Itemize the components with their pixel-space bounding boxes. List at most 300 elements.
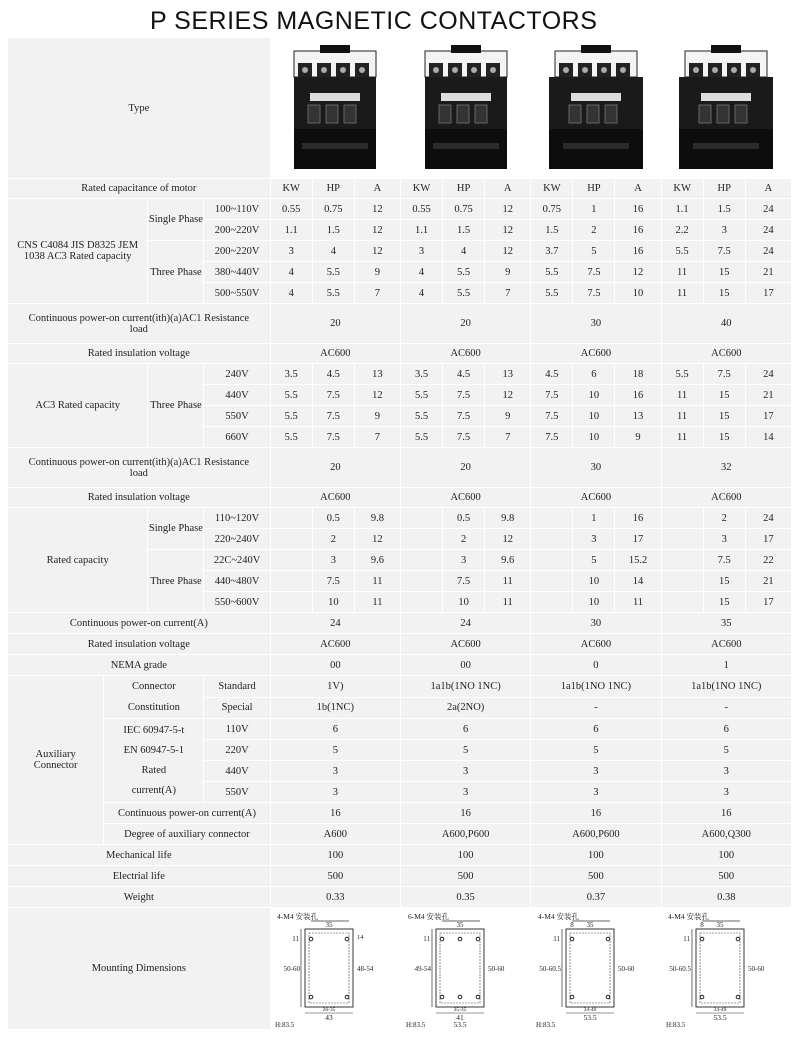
insulation-label: Rated insulation voltage <box>8 488 271 508</box>
value-cell: 7.5 <box>313 427 355 448</box>
terminal-screw <box>731 67 737 73</box>
unit-header: HP <box>704 179 746 199</box>
value-cell: AC600 <box>531 634 661 655</box>
table-row <box>8 448 792 488</box>
value-cell: A600 <box>271 824 401 845</box>
mounting-label: Mounting Dimensions <box>8 908 271 1030</box>
bottom-dim: 26-35 <box>322 1006 336 1013</box>
table-row <box>8 676 792 698</box>
unit-header: HP <box>573 179 615 199</box>
bottom-dim: 35-35 <box>453 1006 467 1013</box>
voltage-label: 550V <box>204 406 270 427</box>
value-cell: 5.5 <box>401 385 443 406</box>
value-cell: 11 <box>485 571 531 592</box>
value-cell: 20 <box>401 448 531 488</box>
table-row <box>8 304 792 344</box>
value-cell: 11 <box>355 571 401 592</box>
value-cell: 1.5 <box>313 220 355 241</box>
mounting-diagram-1 <box>271 908 401 1030</box>
value-cell: 9.8 <box>355 508 401 529</box>
height-total: H:83.5 <box>405 1020 425 1029</box>
phase-label: Three Phase <box>148 241 204 304</box>
empty-cell <box>531 571 573 592</box>
value-cell: 9 <box>355 262 401 283</box>
value-cell: 24 <box>746 364 792 385</box>
value-cell: 100 <box>401 845 531 866</box>
value-cell: 12 <box>355 529 401 550</box>
value-cell: AC600 <box>401 488 531 508</box>
value-cell: 15 <box>704 427 746 448</box>
bottom-width: 43 <box>325 1012 334 1022</box>
value-cell: 10 <box>443 592 485 613</box>
empty-cell <box>662 508 704 529</box>
value-cell: 3 <box>531 761 661 782</box>
electrical-life-label: Electrial life <box>8 866 271 887</box>
height-dim: 50-60 <box>283 964 301 973</box>
value-cell: 13 <box>485 364 531 385</box>
terminal-screw <box>582 67 588 73</box>
terminal-screw <box>471 67 477 73</box>
bottom-width: 41 <box>455 1012 464 1022</box>
value-cell: A600,Q300 <box>662 824 792 845</box>
height-total: H:83.5 <box>535 1020 556 1029</box>
empty-cell <box>531 550 573 571</box>
value-cell: 5 <box>531 740 661 761</box>
base-rail <box>563 143 629 149</box>
terminal-screw <box>359 67 365 73</box>
value-cell: 9.6 <box>355 550 401 571</box>
contactor-cap <box>711 45 741 53</box>
value-cell: 11 <box>662 406 704 427</box>
empty-cell <box>271 571 313 592</box>
mount-hole <box>736 995 740 999</box>
lower-terminal <box>457 105 469 123</box>
value-cell: 12 <box>355 199 401 220</box>
value-cell: 15.2 <box>615 550 661 571</box>
value-cell: 14 <box>615 571 661 592</box>
mount-hole <box>346 995 350 999</box>
value-cell: 5.5 <box>401 427 443 448</box>
value-cell: 5.5 <box>443 283 485 304</box>
terminal-screw <box>340 67 346 73</box>
value-cell: 6 <box>401 719 531 740</box>
value-cell: 3.5 <box>401 364 443 385</box>
value-cell: 21 <box>746 571 792 592</box>
value-cell: 7.5 <box>704 550 746 571</box>
value-cell: 5 <box>573 241 615 262</box>
table-row <box>8 655 792 676</box>
value-cell: AC600 <box>271 634 401 655</box>
mount-hole <box>736 937 740 941</box>
table-row <box>8 508 792 529</box>
value-cell: 5.5 <box>271 385 313 406</box>
value-cell: 11 <box>615 592 661 613</box>
hole-spec: 4-M4 安装孔 <box>277 911 319 921</box>
value-cell: 12 <box>485 241 531 262</box>
empty-cell <box>401 592 443 613</box>
voltage-label: 380~440V <box>204 262 270 283</box>
value-cell: 1.5 <box>443 220 485 241</box>
value-cell: 17 <box>615 529 661 550</box>
height-dim: 50-60.5 <box>669 964 692 973</box>
mount-hole <box>458 937 462 941</box>
height2-dim: 50-60 <box>487 964 504 973</box>
value-cell: 24 <box>401 613 531 634</box>
value-cell: 6 <box>662 719 792 740</box>
value-cell: 9.6 <box>485 550 531 571</box>
empty-cell <box>662 592 704 613</box>
width-dim: 35 <box>716 920 724 929</box>
value-cell: 7.5 <box>531 406 573 427</box>
value-cell: 4 <box>271 262 313 283</box>
iec-label: IEC 60947-5-t EN 60947-5-1 Rated current(A) <box>104 719 204 803</box>
product-image-4 <box>662 38 792 179</box>
terminal-screw <box>693 67 699 73</box>
phase-label: Three Phase <box>148 550 204 613</box>
table-row <box>8 364 792 385</box>
mount-hole <box>606 937 610 941</box>
unit-header: A <box>355 179 401 199</box>
value-cell: 7.5 <box>443 571 485 592</box>
voltage-label: 200~220V <box>204 220 270 241</box>
value-cell: 15 <box>704 385 746 406</box>
contactor-cap <box>581 45 611 53</box>
voltage-label: 440V <box>204 761 270 782</box>
value-cell: 22 <box>746 550 792 571</box>
value-cell: - <box>531 698 661 720</box>
value-cell: 10 <box>573 427 615 448</box>
left-dim: 11 <box>422 934 430 943</box>
voltage-label: 240V <box>204 364 270 385</box>
value-cell: 11 <box>662 262 704 283</box>
value-cell: 500 <box>662 866 792 887</box>
bottom-dim: 34-40 <box>713 1006 727 1013</box>
value-cell: 0.55 <box>271 199 313 220</box>
mounting-diagram-4 <box>662 908 792 1030</box>
value-cell: 11 <box>662 385 704 406</box>
value-cell: A600,P600 <box>531 824 661 845</box>
value-cell: 16 <box>615 241 661 262</box>
value-cell: 12 <box>485 199 531 220</box>
contactor-label <box>441 93 491 101</box>
value-cell: 2 <box>443 529 485 550</box>
value-cell: 1 <box>573 508 615 529</box>
value-cell: 10 <box>573 406 615 427</box>
value-cell: 13 <box>355 364 401 385</box>
value-cell: AC600 <box>271 344 401 364</box>
value-cell: 15 <box>704 262 746 283</box>
mount-hole <box>606 995 610 999</box>
value-cell: 7.5 <box>573 283 615 304</box>
section-header: Rated capacitance of motor <box>8 179 271 199</box>
mount-hole <box>310 937 314 941</box>
value-cell: 7.5 <box>573 262 615 283</box>
value-cell: AC600 <box>401 634 531 655</box>
value-cell: 21 <box>746 262 792 283</box>
value-cell: 4 <box>443 241 485 262</box>
voltage-label: 110V <box>204 719 270 740</box>
value-cell: 1.5 <box>531 220 573 241</box>
value-cell: 1b(1NC) <box>271 698 401 720</box>
value-cell: 4 <box>401 262 443 283</box>
terminal-screw <box>302 67 308 73</box>
ith-label: Continuous power-on current(ith)(a)AC1 Resistance load <box>8 304 271 344</box>
value-cell: 9 <box>485 406 531 427</box>
value-cell: 18 <box>615 364 661 385</box>
voltage-label: 200~220V <box>204 241 270 262</box>
contactor-image <box>671 43 781 173</box>
unit-header: A <box>746 179 792 199</box>
value-cell: 35 <box>662 613 792 634</box>
mount-hole <box>440 937 444 941</box>
value-cell: 24 <box>746 199 792 220</box>
phase-label: Single Phase <box>148 508 204 550</box>
units-header-row <box>8 179 792 199</box>
value-cell: 1a1b(1NO 1NC) <box>531 676 661 698</box>
value-cell: 4.5 <box>313 364 355 385</box>
lower-terminal <box>735 105 747 123</box>
value-cell: 3 <box>271 761 401 782</box>
value-cell: 3 <box>271 241 313 262</box>
contactor-cap <box>320 45 350 53</box>
empty-cell <box>271 592 313 613</box>
value-cell: 2 <box>704 508 746 529</box>
value-cell: 4 <box>271 283 313 304</box>
left-dim: 11 <box>553 934 560 943</box>
value-cell: 5.5 <box>531 262 573 283</box>
value-cell: 500 <box>531 866 661 887</box>
value-cell: AC600 <box>662 634 792 655</box>
value-cell: 7 <box>355 427 401 448</box>
value-cell: 6 <box>271 719 401 740</box>
unit-header: KW <box>401 179 443 199</box>
value-cell: 12 <box>355 385 401 406</box>
value-cell: 3 <box>573 529 615 550</box>
group-label: AC3 Rated capacity <box>8 364 148 448</box>
value-cell: 0.75 <box>313 199 355 220</box>
width-dim: 35 <box>456 920 464 929</box>
value-cell: 12 <box>485 385 531 406</box>
mount-hole <box>570 937 574 941</box>
value-cell: 9 <box>355 406 401 427</box>
terminal-screw <box>433 67 439 73</box>
value-cell: 7.5 <box>313 406 355 427</box>
value-cell: 11 <box>485 592 531 613</box>
value-cell: 7.5 <box>313 571 355 592</box>
value-cell: 3 <box>401 761 531 782</box>
lower-terminal <box>587 105 599 123</box>
table-row <box>8 887 792 908</box>
empty-cell <box>401 550 443 571</box>
value-cell: 11 <box>355 592 401 613</box>
empty-cell <box>531 508 573 529</box>
value-cell: 15 <box>704 406 746 427</box>
contactor-cap <box>451 45 481 53</box>
value-cell: 5.5 <box>662 364 704 385</box>
mount-hole <box>310 995 314 999</box>
value-cell: 40 <box>662 304 792 344</box>
bottom-width: 53.5 <box>713 1012 727 1022</box>
table-row <box>8 613 792 634</box>
value-cell: 4 <box>313 241 355 262</box>
value-cell: A600,P600 <box>401 824 531 845</box>
unit-header: KW <box>662 179 704 199</box>
unit-header: A <box>485 179 531 199</box>
value-cell: 5.5 <box>531 283 573 304</box>
mount-hole <box>476 995 480 999</box>
value-cell: 6 <box>573 364 615 385</box>
value-cell: 7.5 <box>704 241 746 262</box>
hole-spec: 6-M4 安装孔 <box>407 911 449 921</box>
mechanical-life-label: Mechanical life <box>8 845 271 866</box>
value-cell: 3.5 <box>271 364 313 385</box>
inner-outline <box>570 933 610 1003</box>
value-cell: 00 <box>401 655 531 676</box>
value-cell: 16 <box>615 385 661 406</box>
value-cell: 16 <box>615 508 661 529</box>
type-label: Type <box>8 38 271 179</box>
value-cell: 100 <box>531 845 661 866</box>
value-cell: 0 <box>531 655 661 676</box>
value-cell: 16 <box>531 803 661 824</box>
value-cell: - <box>662 698 792 720</box>
lower-terminal <box>569 105 581 123</box>
value-cell: 3 <box>531 782 661 803</box>
value-cell: 12 <box>485 529 531 550</box>
value-cell: 30 <box>531 448 661 488</box>
value-cell: 20 <box>271 304 401 344</box>
value-cell: 3 <box>662 761 792 782</box>
bottom-width: 53.5 <box>583 1012 597 1022</box>
lower-terminal <box>439 105 451 123</box>
height2-dim: 50-60 <box>748 964 765 973</box>
value-cell: 16 <box>615 220 661 241</box>
value-cell: 1a1b(1NO 1NC) <box>662 676 792 698</box>
value-cell: 00 <box>271 655 401 676</box>
value-cell: 7.5 <box>443 385 485 406</box>
unit-header: KW <box>271 179 313 199</box>
lower-terminal <box>717 105 729 123</box>
nema-label: NEMA grade <box>8 655 271 676</box>
weight-label: Weight <box>8 887 271 908</box>
empty-cell <box>271 508 313 529</box>
height2-dim: 48-54 <box>357 964 374 973</box>
empty-cell <box>531 529 573 550</box>
value-cell: 24 <box>746 220 792 241</box>
value-cell: 2 <box>573 220 615 241</box>
value-cell: 1 <box>662 655 792 676</box>
unit-header: KW <box>531 179 573 199</box>
voltage-label: 550~600V <box>204 592 270 613</box>
offset-dim: 8 <box>570 920 574 929</box>
dimension-drawing <box>532 909 660 1029</box>
height-total: H:83.5 <box>275 1020 295 1029</box>
terminal-screw <box>601 67 607 73</box>
value-cell: 3 <box>704 220 746 241</box>
unit-header: HP <box>313 179 355 199</box>
voltage-label: 550V <box>204 782 270 803</box>
value-cell: 5 <box>573 550 615 571</box>
offset-dim: 8 <box>700 920 705 929</box>
value-cell: 2a(2NO) <box>401 698 531 720</box>
value-cell: 3 <box>662 782 792 803</box>
value-cell: 10 <box>573 592 615 613</box>
left-dim: 11 <box>292 934 300 943</box>
value-cell: 0.5 <box>313 508 355 529</box>
special-label: Special <box>204 698 270 720</box>
value-cell: AC600 <box>531 344 661 364</box>
contactor-label <box>310 93 360 101</box>
group-label: Rated capacity <box>8 508 148 613</box>
value-cell: 12 <box>615 262 661 283</box>
lower-terminal <box>475 105 487 123</box>
dimension-drawing <box>271 909 399 1029</box>
empty-cell <box>662 529 704 550</box>
value-cell: 13 <box>615 406 661 427</box>
phase-label: Single Phase <box>148 199 204 241</box>
value-cell: 7.5 <box>313 385 355 406</box>
contactor-image <box>541 43 651 173</box>
value-cell: 0.75 <box>531 199 573 220</box>
empty-cell <box>271 529 313 550</box>
value-cell: 3 <box>271 782 401 803</box>
value-cell: 1.5 <box>704 199 746 220</box>
mount-hole <box>346 937 350 941</box>
value-cell: 3.7 <box>531 241 573 262</box>
value-cell: 5.5 <box>271 406 313 427</box>
value-cell: 4.5 <box>443 364 485 385</box>
value-cell: 7.5 <box>531 385 573 406</box>
value-cell: AC600 <box>662 488 792 508</box>
value-cell: 16 <box>662 803 792 824</box>
standard-label: Standard <box>204 676 270 698</box>
voltage-label: 110~120V <box>204 508 270 529</box>
value-cell: 11 <box>662 283 704 304</box>
value-cell: 3 <box>704 529 746 550</box>
value-cell: 5 <box>271 740 401 761</box>
lower-terminal <box>308 105 320 123</box>
value-cell: 1V) <box>271 676 401 698</box>
table-row <box>8 719 792 740</box>
empty-cell <box>662 550 704 571</box>
inner-outline <box>309 933 349 1003</box>
value-cell: 1.1 <box>401 220 443 241</box>
current-label: Continuous power-on current(A) <box>8 613 271 634</box>
value-cell: 7 <box>485 283 531 304</box>
voltage-label: 100~110V <box>204 199 270 220</box>
value-cell: 0.33 <box>271 887 401 908</box>
type-row <box>8 38 792 179</box>
empty-cell <box>271 550 313 571</box>
value-cell: 5.5 <box>662 241 704 262</box>
value-cell: 1.1 <box>662 199 704 220</box>
value-cell: 24 <box>271 613 401 634</box>
table-row <box>8 488 792 508</box>
value-cell: 12 <box>485 220 531 241</box>
value-cell: 3 <box>401 782 531 803</box>
bottom-dim: 34-40 <box>583 1006 597 1013</box>
value-cell: 15 <box>704 283 746 304</box>
empty-cell <box>401 571 443 592</box>
right-dim: 14 <box>357 933 364 941</box>
value-cell: 2.2 <box>662 220 704 241</box>
mount-hole <box>458 995 462 999</box>
value-cell: 7.5 <box>443 406 485 427</box>
product-image-3 <box>531 38 661 179</box>
value-cell: 0.55 <box>401 199 443 220</box>
value-cell: 24 <box>746 241 792 262</box>
value-cell: 10 <box>573 385 615 406</box>
